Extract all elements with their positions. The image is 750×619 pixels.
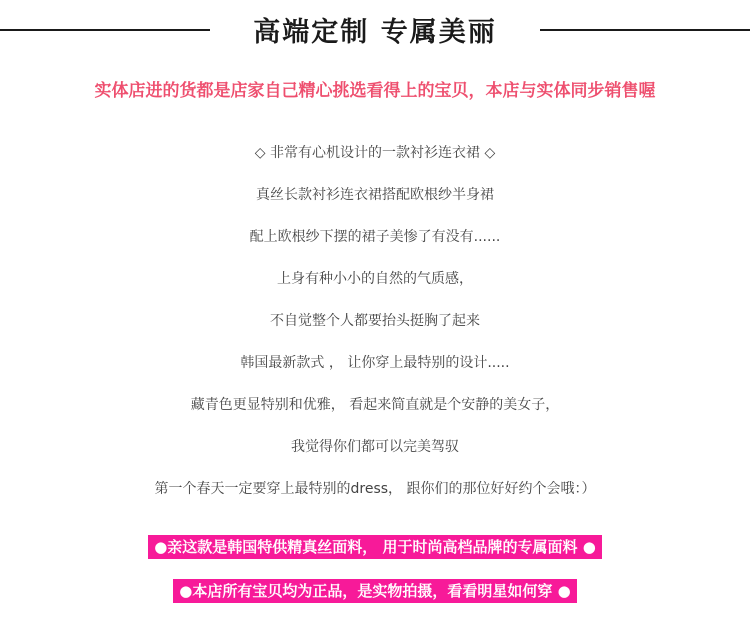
authenticity-banner-text: ●本店所有宝贝均为正品，是实物拍摄，看看明星如何穿 ●: [173, 579, 576, 603]
description-line: 真丝长款衬衫连衣裙搭配欧根纱半身裙: [256, 187, 494, 203]
description-line: 藏青色更显特别和优雅， 看起来简直就是个安静的美女子，: [190, 397, 560, 413]
description-line: ◇ 非常有心机设计的一款衬衫连衣裙 ◇: [254, 145, 496, 161]
fabric-banner-text: ●亲这款是韩国特供精真丝面料， 用于时尚高档品牌的专属面料 ●: [148, 535, 602, 559]
section-header: [0, 0, 750, 60]
description-line: 不自觉整个人都要抬头挺胸了起来: [270, 313, 480, 329]
description-line: 上身有种小小的自然的气质感，: [277, 271, 473, 287]
description-line: 韩国最新款式 ， 让你穿上最特别的设计.....: [240, 355, 510, 371]
header-title: 高端定制 专属美丽: [253, 17, 497, 48]
description-line: 配上欧根纱下摆的裙子美惨了有没有......: [249, 229, 501, 245]
description-line: 我觉得你们都可以完美驾驭: [291, 439, 459, 455]
description-line: 第一个春天一定要穿上最特别的dress， 跟你们的那位好好约个会哦：）: [154, 481, 596, 497]
header-divider-right: [540, 29, 750, 31]
header-divider-left: [0, 29, 210, 31]
authenticity-banner: [0, 579, 750, 603]
store-notice: 实体店进的货都是店家自己精心挑选看得上的宝贝，本店与实体同步销售喔: [94, 81, 656, 101]
fabric-banner: [0, 535, 750, 559]
